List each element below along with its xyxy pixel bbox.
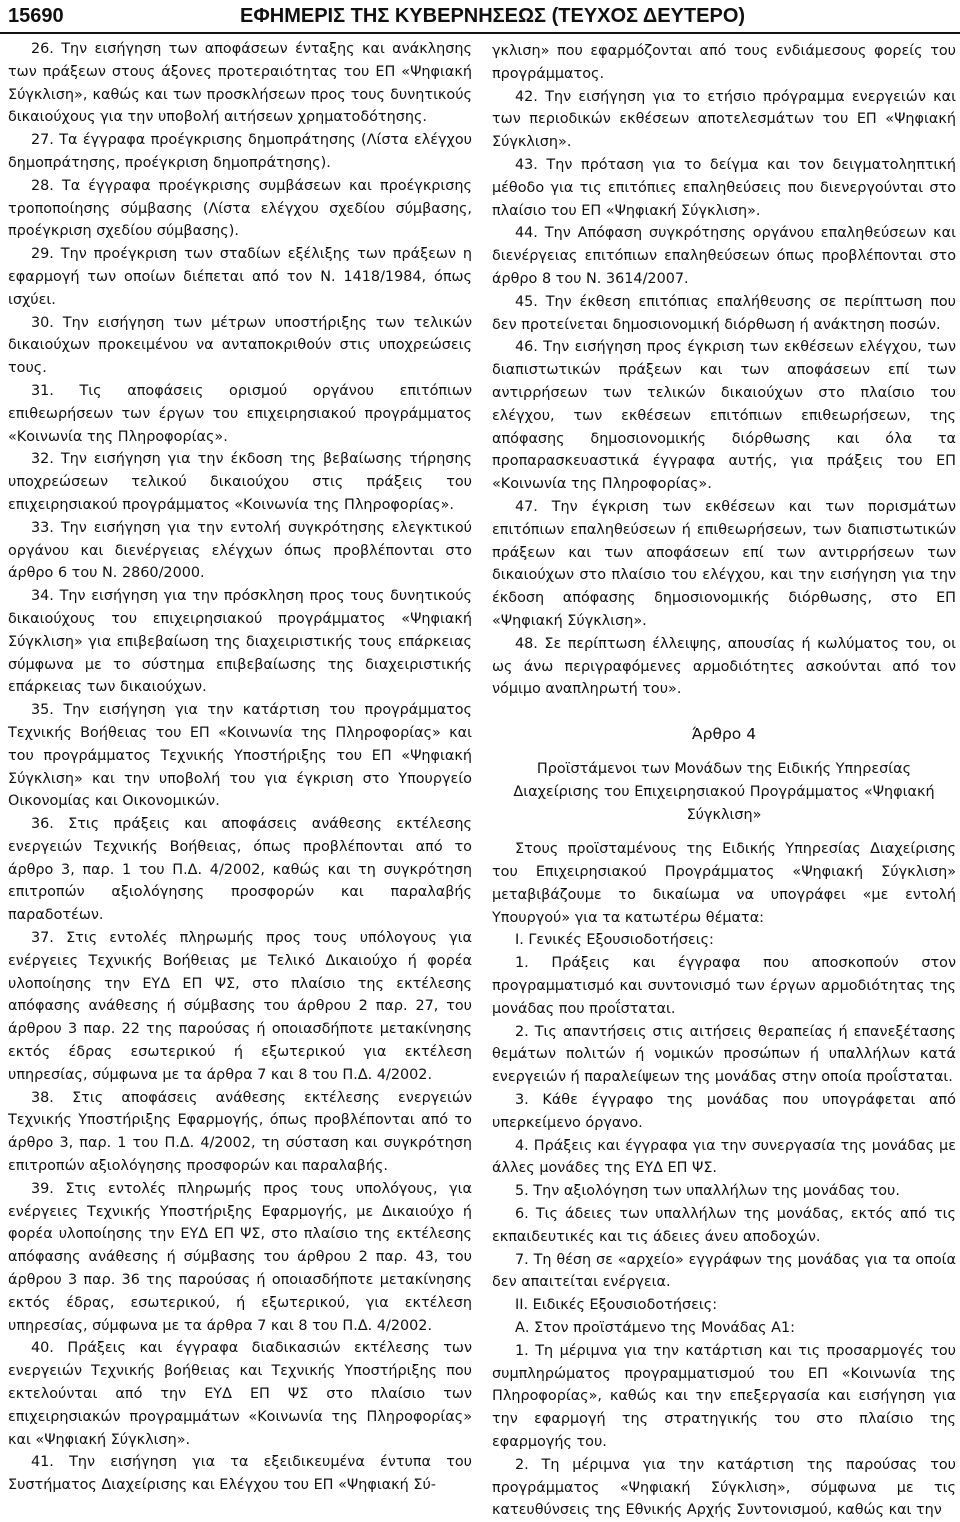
paragraph-item-34: 34. Την εισήγηση για την πρόσκληση προς τους δυνητικούς δικαιούχους του επιχειρησιακού προγράμματος «Ψηφιακή Σύγκλιση» για επιβεβαίωση της διαχειριστικής τους επάρκειας σύμφωνα με το σύστημα επιβεβαίωσης της διαχειριστικής επάρκειας των δικαιούχων. <box>8 588 472 696</box>
paragraph-item-40: 40. Πράξεις και έγγραφα διαδικασιών εκτέλεσης των ενεργειών Τεχνικής βοήθειας και Τεχνικής Υποστήριξης που εκτελούνται από την ΕΥΔ ΕΠ ΨΣ στο πλαίσιο των επιχειρησιακών προγραμμάτων «Κοινωνία της Πληροφορίας» και «Ψηφιακή Σύγκλιση». <box>8 1340 472 1448</box>
paragraph-item-42: 42. Την εισήγηση για το ετήσιο πρόγραμμα ενεργειών και των περιοδικών εκθέσεων αποτελεσμάτων του ΕΠ «Ψηφιακή Σύγκλιση». <box>492 88 956 151</box>
paragraph-item-28: 28. Τα έγγραφα προέγκρισης συμβάσεων και προέγκρισης τροποποίησης σύμβασης (Λίστα ελέγχου σχεδίου σύμβασης, προέγκριση σχεδίου σύμβασης). <box>8 177 472 240</box>
general-item-7: 7. Τη θέση σε «αρχείο» εγγράφων της μονάδας για τα οποία δεν απαιτείται ενέργεια. <box>492 1251 956 1291</box>
paragraph-item-35: 35. Την εισήγηση για την κατάρτιση του προγράμματος Τεχνικής Βοήθειας του ΕΠ «Κοινωνία της Πληροφορίας» και του προγράμματος Τεχνικής Υποστήριξης του ΕΠ «Ψηφιακή Σύγκλιση» και την υποβολή του για έγκριση στο Υπουργείο Οικονομίας και Οικονομικών. <box>8 702 472 810</box>
paragraph-item-46: 46. Την εισήγηση προς έγκριση των εκθέσεων ελέγχου, των διαπιστωτικών πράξεων και των αποφάσεων επί των αντιρρήσεων των τελικών δικαιούχων στο πλαίσιο του ελέγχου, των εκθέσεων επιτόπιων επιθεωρήσεων, της απόφασης δημοσιονομικής διόρθωσης και όλα τα προπαρασκευαστικά έγγραφα αυτής, για πράξεις του ΕΠ «Κοινωνία της Πληροφορίας». <box>492 339 956 493</box>
general-item-6: 6. Τις άδειες των υπαλλήλων της μονάδας, εκτός από τις εκπαιδευτικές και τις άδειες άνευ αποδοχών. <box>492 1206 956 1245</box>
page-header <box>8 2 952 30</box>
article-title: Άρθρο 4 <box>691 725 757 744</box>
paragraph-item-39: 39. Στις εντολές πληρωμής προς τους υπολόγους, για ενέργειες Τεχνικής Υποστήριξης Εφαρμογής, με Δικαιούχο ή φορέα υλοποίησης την ΕΥΔ ΕΠ ΨΣ, στο πλαίσιο της εκτέλεσης απόφασης ανάθεσης ή σύμβασης του άρθρου 2 παρ. 43, του άρθρου 3 παρ. 36 της παρούσας ή οποιασδήποτε μετακίνησης εκτός έδρας, εσωτερικού, ή εξωτερικού, για εκτέλεση υπηρεσίας, σύμφωνα με τα άρθρα 7 και 8 του Π.Δ. 4/2002. <box>8 1180 472 1334</box>
paragraph-item-30: 30. Την εισήγηση των μέτρων υποστήριξης των τελικών δικαιούχων προκειμένου να ανταποκριθούν στις υποχρεώσεις τους. <box>8 314 472 377</box>
paragraph-item-37: 37. Στις εντολές πληρωμής προς τους υπόλογους για ενέργειες Τεχνικής Βοήθειας με Τελικό Δικαιούχο ή φορέα υλοποίησης την ΕΥΔ ΕΠ ΨΣ, στο πλαίσιο της εκτέλεσης απόφασης ανάθεσης ή σύμβασης του άρθρου 2 παρ. 27, του άρθρου 3 παρ. 22 της παρούσας ή οποιασδήποτε μετακίνησης εκτός έδρας εσωτερικού ή εξωτερικού για εκτέλεση υπηρεσίας, σύμφωνα με τα άρθρα 7 και 8 του Π.Δ. 4/2002. <box>8 930 472 1083</box>
paragraph-item-44: 44. Την Απόφαση συγκρότησης οργάνου επαληθεύσεων και διενέργειας επιτόπιων επαληθεύσεων όπως προβλέπονται στο άρθρο 8 του Ν. 3614/2007. <box>492 225 956 287</box>
special-item-2: 2. Τη μέριμνα για την κατάρτιση της παρούσας του προγράμματος «Ψηφιακή Σύγκλιση», σύμφωνα με τις κατευθύνσεις της Εθνικής Αρχής Συντονισμού, καθώς και την <box>492 1456 956 1519</box>
paragraph-item-45: 45. Την έκθεση επιτόπιας επαλήθευσης σε περίπτωση που δεν προτείνεται δημοσιονομική διόρθωση ή ανάκτηση ποσών. <box>492 293 956 333</box>
general-item-5: 5. Την αξιολόγηση των υπαλλήλων της μονάδας του. <box>515 1183 900 1200</box>
paragraph-continuation: γκλιση» που εφαρμόζονται από τους ενδιάμεσους φορείς του προγράμματος. <box>492 43 956 82</box>
page-number: 15690 <box>8 5 64 27</box>
paragraph-item-41: 41. Την εισήγηση για τα εξειδικευμένα έντυπα του Συστήματος Διαχείρισης και Ελέγχου του ΕΠ «Ψηφιακή Σύ- <box>8 1454 472 1494</box>
paragraph-item-31: 31. Τις αποφάσεις ορισμού οργάνου επιτόπιων επιθεωρήσεων των έργων του επιχειρησιακού προγράμματος «Κοινωνία της Πληροφορίας». <box>8 382 472 445</box>
paragraph-item-26: 26. Την εισήγηση των αποφάσεων ένταξης και ανάκλησης των πράξεων στους άξονες προτεραιότητας του ΕΠ «Ψηφιακή Σύγκλιση», καθώς και των προσκλήσεων προς τους δυνητικούς δικαιούχους για την υποβολή αιτήσεων χρηματοδότησης. <box>8 41 472 126</box>
right-column <box>492 40 956 1519</box>
general-item-3: 3. Κάθε έγγραφο της μονάδας που υπογράφεται από υπερκείμενο όργανο. <box>492 1092 956 1131</box>
paragraph-item-43: 43. Την πρόταση για το δείγμα και τον δειγματοληπτική μέθοδο για τις επιτόπιες επαληθεύσεις που διενεργούνται στο πλαίσιο του ΕΠ «Ψηφιακή Σύγκλιση». <box>492 156 956 219</box>
section-special-heading: ΙΙ. Ειδικές Εξουσιοδοτήσεις: <box>515 1297 718 1314</box>
general-item-1: 1. Πράξεις και έγγραφα που αποσκοπούν στον προγραμματισμό και συντονισμό των έργων αρμοδιότητας της μονάδας που προΐσταται. <box>492 955 956 1017</box>
paragraph-item-27: 27. Τα έγγραφα προέγκρισης δημοπράτησης (Λίστα ελέγχου δημοπράτησης, προέγκριση δημοπράτησης). <box>8 132 472 171</box>
header-rule <box>0 32 960 34</box>
section-general-heading: Ι. Γενικές Εξουσιοδοτήσεις: <box>515 932 714 949</box>
paragraph-item-33: 33. Την εισήγηση για την εντολή συγκρότησης ελεγκτικού οργάνου και διενέργειας ελέγχων όπως προβλέπονται στο άρθρο 6 του Ν. 2860/2000. <box>8 519 472 582</box>
special-item-1: 1. Τη μέριμνα για την κατάρτιση και τις προσαρμογές του συμπληρώματος προγραμματισμού του ΕΠ «Κοινωνία της Πληροφορίας», καθώς και την επεξεργασία και εισήγηση για την εφαρμογή της στρατηγικής του στο πλαίσιο της εφαρμογής του. <box>492 1342 956 1451</box>
paragraph-item-36: 36. Στις πράξεις και αποφάσεις ανάθεσης εκτέλεσης ενεργειών Τεχνικής Βοήθειας, όπως προβλέπονται από το άρθρο 3, παρ. 1 του Π.Δ. 4/2002, καθώς και τη συγκρότηση επιτροπών αξιολόγησης προσφορών και παραλαβής παραδοτέων. <box>8 816 472 924</box>
paragraph-item-48: 48. Σε περίπτωση έλλειψης, απουσίας ή κωλύματος του, οι ως άνω περιγραφόμενες αρμοδιότητες ασκούνται από τον νόμιμο αναπληρωτή του». <box>492 635 956 698</box>
paragraph-item-38: 38. Στις αποφάσεις ανάθεσης εκτέλεσης ενεργειών Τεχνικής Υποστήριξης Εφαρμογής, όπως προβλέπονται από το άρθρο 3, παρ. 1 του Π.Δ. 4/2002, τη σύσταση και συγκρότηση επιτροπών αξιολόγησης προσφορών και παραλαβής. <box>8 1089 472 1175</box>
article-intro: Στους προϊσταμένους της Ειδικής Υπηρεσίας Διαχείρισης του Επιχειρησιακού Προγράμματος «Ψηφιακή Σύγκλιση» μεταβιβάζουμε το δικαίωμα να υπογράφει «με εντολή Υπουργού» για τα κατωτέρω θέματα: <box>492 841 956 926</box>
general-item-2: 2. Τις απαντήσεις στις αιτήσεις θεραπείας ή επανεξέτασης θεμάτων πολιτών ή νομικών προσώπων ή υπαλλήλων κατά ενεργειών ή παραλείψεων της μονάδας στην οποία προΐσταται. <box>492 1023 956 1086</box>
paragraph-item-29: 29. Την προέγκριση των σταδίων εξέλιξης των πράξεων η εφαρμογή των οποίων διέπεται από τον Ν. 1418/1984, όπως ισχύει. <box>8 246 472 308</box>
subsection-a-heading: Α. Στον προϊστάμενο της Μονάδας Α1: <box>515 1320 795 1337</box>
paragraph-item-47: 47. Την έγκριση των εκθέσεων και των πορισμάτων επιτόπιων επαληθεύσεων ή επιθεωρήσεων, των διαπιστωτικών πράξεων και των αποφάσεων επί των αντιρρήσεων των δικαιούχων στο πλαίσιο του ελέγχου, και την εισήγηση για την έκδοση απόφασης δημοσιονομικής διόρθωσης, στο ΕΠ «Ψηφιακή Σύγκλιση». <box>492 498 956 629</box>
general-item-4: 4. Πράξεις και έγγραφα για την συνεργασία της μονάδας με άλλες μονάδες της ΕΥΔ ΕΠ ΨΣ. <box>492 1137 956 1177</box>
paragraph-item-32: 32. Την εισήγηση για την έκδοση της βεβαίωσης τήρησης υποχρεώσεων τελικού δικαιούχου στις πράξεις του επιχειρησιακού προγράμματος «Κοινωνία της Πληροφορίας». <box>8 451 472 513</box>
article-subtitle: Προϊστάμενοι των Μονάδων της Ειδικής Υπηρεσίας Διαχείρισης του Επιχειρησιακού Προγράμματος «Ψηφιακή Σύγκλιση» <box>513 760 935 823</box>
gazette-title: ΕΦΗΜΕΡΙΣ ΤΗΣ ΚΥΒΕΡΝΗΣΕΩΣ (ΤΕΥΧΟΣ ΔΕΥΤΕΡΟ) <box>240 5 746 27</box>
left-column <box>8 38 472 1494</box>
